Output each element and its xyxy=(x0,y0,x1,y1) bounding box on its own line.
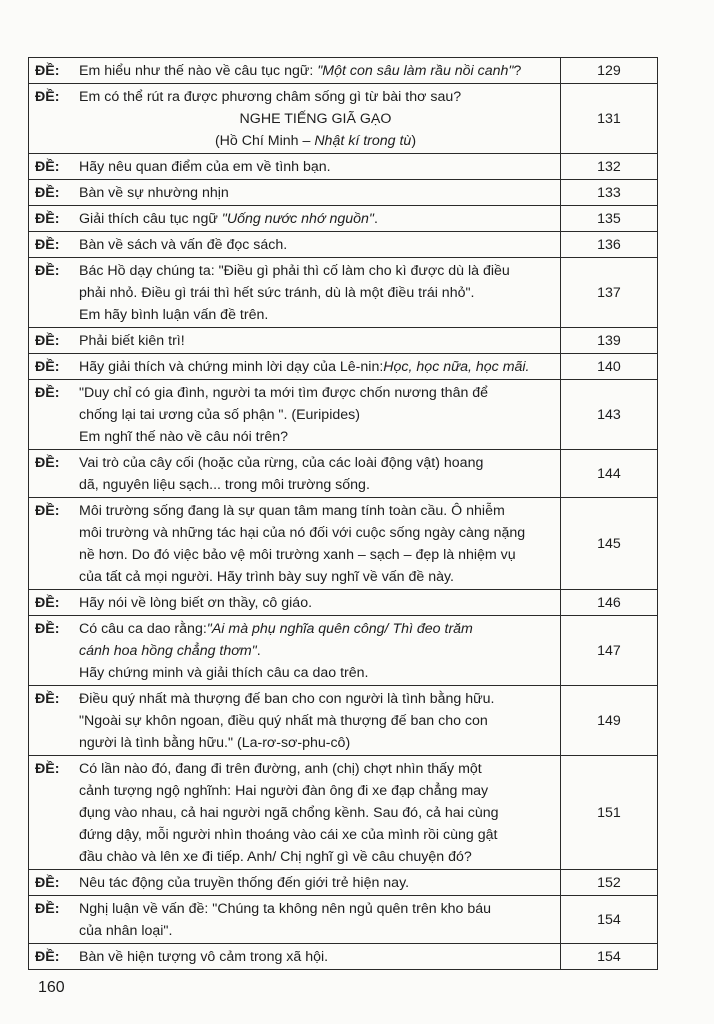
toc-page-number: 145 xyxy=(561,498,658,590)
text-segment: "Duy chỉ có gia đình, người ta mới tìm được chốn nương thân để xyxy=(79,385,489,401)
toc-line-text xyxy=(79,474,552,496)
de-label: ĐỀ: xyxy=(35,949,60,965)
de-label: ĐỀ: xyxy=(35,901,60,917)
de-label xyxy=(35,566,79,588)
toc-page-number: 129 xyxy=(561,58,658,84)
toc-page-number: 137 xyxy=(561,258,658,328)
toc-description xyxy=(29,944,561,970)
italic-text: cánh hoa hồng chẳng thơm" xyxy=(79,643,257,659)
text-segment: Bàn về sự nhường nhịn xyxy=(79,185,229,201)
toc-description xyxy=(29,206,561,232)
page-number: 160 xyxy=(38,979,65,996)
de-label xyxy=(35,662,79,684)
de-label xyxy=(35,522,79,544)
toc-row xyxy=(29,232,658,258)
toc-page-number: 154 xyxy=(561,896,658,944)
toc-line xyxy=(35,618,552,640)
text-segment: Bàn về hiện tượng vô cảm trong xã hội. xyxy=(79,949,329,965)
text-segment: Hãy nêu quan điểm của em về tình bạn. xyxy=(79,159,331,175)
toc-row xyxy=(29,154,658,180)
text-segment: NGHE TIẾNG GIÃ GẠO xyxy=(239,111,392,127)
de-label: ĐỀ: xyxy=(35,621,60,637)
toc-line-text xyxy=(79,156,552,178)
de-label: ĐỀ: xyxy=(35,595,60,611)
de-label xyxy=(35,282,79,304)
toc-line xyxy=(35,946,552,968)
text-segment: của nhân loại". xyxy=(79,923,173,939)
toc-page-number: 132 xyxy=(561,154,658,180)
text-segment: Giải thích câu tục ngữ xyxy=(79,211,222,227)
toc-line-text xyxy=(79,640,552,662)
toc-page-number: 140 xyxy=(561,354,658,380)
toc-page-number: 144 xyxy=(561,450,658,498)
text-segment: người là tình bằng hữu." (La-rơ-sơ-phu-cô) xyxy=(79,735,351,751)
text-segment: ? xyxy=(513,63,522,79)
toc-line xyxy=(35,234,552,256)
toc-description xyxy=(29,896,561,944)
toc-line xyxy=(35,500,552,522)
toc-page-number: 143 xyxy=(561,380,658,450)
toc-page-number: 135 xyxy=(561,206,658,232)
text-segment: Môi trường sống đang là sự quan tâm mang tính toàn cầu. Ô nhiễm xyxy=(79,503,505,519)
de-label xyxy=(35,544,79,566)
text-segment: môi trường và những tác hại của nó đối với cuộc sống ngày càng nặng xyxy=(79,525,526,541)
toc-row xyxy=(29,686,658,756)
toc-line-text xyxy=(79,522,552,544)
toc-row xyxy=(29,84,658,154)
toc-line-text xyxy=(79,60,552,82)
toc-description xyxy=(29,498,561,590)
de-label xyxy=(35,304,79,326)
toc-row xyxy=(29,380,658,450)
de-label xyxy=(35,640,79,662)
text-segment: Nghị luận về vấn đề: "Chúng ta không nên ngủ quên trên kho báu xyxy=(79,901,492,917)
text-segment: Hãy nói về lòng biết ơn thầy, cô giáo. xyxy=(79,595,313,611)
de-label: ĐỀ: xyxy=(35,159,60,175)
toc-page-number: 146 xyxy=(561,590,658,616)
toc-description xyxy=(29,870,561,896)
toc-line-text xyxy=(79,86,552,108)
toc-line xyxy=(35,824,552,846)
toc-row xyxy=(29,258,658,328)
de-label: ĐỀ: xyxy=(35,691,60,707)
toc-row xyxy=(29,498,658,590)
text-segment: Hãy chứng minh và giải thích câu ca dao trên. xyxy=(79,665,369,681)
toc-description xyxy=(29,328,561,354)
toc-line-text xyxy=(79,404,552,426)
toc-description xyxy=(29,58,561,84)
toc-line xyxy=(35,758,552,780)
toc-line xyxy=(35,872,552,894)
text-segment: Em nghĩ thế nào về câu nói trên? xyxy=(79,429,289,445)
text-segment: Em hiểu như thế nào về câu tục ngữ: xyxy=(79,63,318,79)
de-label xyxy=(35,710,79,732)
toc-description xyxy=(29,590,561,616)
toc-line xyxy=(35,356,552,378)
toc-line xyxy=(35,426,552,448)
de-label xyxy=(35,130,79,152)
toc-page-number: 152 xyxy=(561,870,658,896)
toc-line-text xyxy=(79,662,552,684)
toc-line xyxy=(35,304,552,326)
toc-row xyxy=(29,328,658,354)
toc-line-text xyxy=(79,780,552,802)
toc-line xyxy=(35,330,552,352)
de-label: ĐỀ: xyxy=(35,211,60,227)
de-label: ĐỀ: xyxy=(35,263,60,279)
toc-description xyxy=(29,258,561,328)
toc-row xyxy=(29,450,658,498)
toc-line xyxy=(35,108,552,130)
italic-text: Học, học nữa, học mãi. xyxy=(383,359,530,375)
toc-page-number: 133 xyxy=(561,180,658,206)
text-segment: Bác Hồ dạy chúng ta: "Điều gì phải thì cố làm cho kì được dù là điều xyxy=(79,263,510,279)
de-label xyxy=(35,824,79,846)
toc-line-text xyxy=(79,872,552,894)
toc-description xyxy=(29,380,561,450)
toc-line-text xyxy=(79,618,552,640)
toc-line xyxy=(35,640,552,662)
text-segment: nề hơn. Do đó việc bảo vệ môi trường xanh – sạch – đẹp là nhiệm vụ xyxy=(79,547,516,563)
toc-description xyxy=(29,616,561,686)
toc-line-text xyxy=(79,544,552,566)
italic-text: "Một con sâu làm rầu nồi canh" xyxy=(317,63,514,79)
toc-line-text xyxy=(79,382,552,404)
toc-page-number: 131 xyxy=(561,84,658,154)
toc-row xyxy=(29,870,658,896)
de-label xyxy=(35,426,79,448)
toc-line-text xyxy=(79,130,552,152)
de-label: ĐỀ: xyxy=(35,761,60,777)
italic-text: Nhật kí trong tù xyxy=(314,133,412,149)
toc-line xyxy=(35,382,552,404)
toc-row xyxy=(29,180,658,206)
text-segment: Điều quý nhất mà thượng đế ban cho con người là tình bằng hữu. xyxy=(79,691,495,707)
toc-description xyxy=(29,354,561,380)
de-label xyxy=(35,732,79,754)
toc-line-text xyxy=(79,898,552,920)
de-label: ĐỀ: xyxy=(35,359,60,375)
text-segment: "Ngoài sự khôn ngoan, điều quý nhất mà thượng đế ban cho con xyxy=(79,713,488,729)
text-segment: Em hãy bình luận vấn đề trên. xyxy=(79,307,269,323)
toc-line-text xyxy=(79,426,552,448)
toc-line-text xyxy=(79,208,552,230)
toc-line-text xyxy=(79,710,552,732)
toc-page-number: 147 xyxy=(561,616,658,686)
toc-description xyxy=(29,154,561,180)
toc-line-text xyxy=(79,732,552,754)
text-segment: đụng vào nhau, cả hai người ngã chổng kềnh. Sau đó, cả hai cùng xyxy=(79,805,499,821)
text-segment: Hãy giải thích và chứng minh lời dạy của Lê-nin: xyxy=(79,359,384,375)
toc-line-text xyxy=(79,304,552,326)
text-segment: . xyxy=(373,211,378,227)
toc-description xyxy=(29,84,561,154)
de-label: ĐỀ: xyxy=(35,89,60,105)
text-segment: phải nhỏ. Điều gì trái thì hết sức tránh, dù là một điều trái nhỏ". xyxy=(79,285,475,301)
text-segment: dã, nguyên liệu sạch... trong môi trường sống. xyxy=(79,477,370,493)
text-segment: . xyxy=(256,643,261,659)
toc-line xyxy=(35,182,552,204)
toc-line xyxy=(35,920,552,942)
toc-line xyxy=(35,688,552,710)
toc-description xyxy=(29,756,561,870)
toc-line-text xyxy=(79,108,552,130)
toc-line-text xyxy=(79,260,552,282)
toc-line xyxy=(35,802,552,824)
de-label xyxy=(35,780,79,802)
de-label xyxy=(35,474,79,496)
toc-line-text xyxy=(79,592,552,614)
toc-body xyxy=(29,58,658,970)
toc-line-text xyxy=(79,920,552,942)
toc-description xyxy=(29,232,561,258)
toc-description xyxy=(29,180,561,206)
toc-description xyxy=(29,450,561,498)
italic-text: "Ai mà phụ nghĩa quên công/ Thì đeo trăm xyxy=(206,621,473,637)
text-segment: Có câu ca dao rằng: xyxy=(79,621,207,637)
toc-row xyxy=(29,206,658,232)
toc-line xyxy=(35,898,552,920)
de-label: ĐỀ: xyxy=(35,875,60,891)
text-segment: Phải biết kiên trì! xyxy=(79,333,185,349)
de-label xyxy=(35,920,79,942)
toc-line xyxy=(35,452,552,474)
toc-line xyxy=(35,710,552,732)
toc-line xyxy=(35,86,552,108)
toc-row xyxy=(29,58,658,84)
text-segment: Bàn về sách và vấn đề đọc sách. xyxy=(79,237,288,253)
text-segment: đứng dậy, mỗi người nhìn thoáng vào cái xe của mình rồi cùng gật xyxy=(79,827,498,843)
toc-row xyxy=(29,896,658,944)
toc-line-text xyxy=(79,566,552,588)
toc-line-text xyxy=(79,688,552,710)
toc-description xyxy=(29,686,561,756)
table-of-contents xyxy=(28,57,658,970)
text-segment: ) xyxy=(411,133,417,149)
toc-line xyxy=(35,592,552,614)
toc-page-number: 139 xyxy=(561,328,658,354)
toc-row xyxy=(29,944,658,970)
toc-page-number: 149 xyxy=(561,686,658,756)
toc-line xyxy=(35,208,552,230)
toc-line xyxy=(35,544,552,566)
de-label: ĐỀ: xyxy=(35,333,60,349)
toc-line-text xyxy=(79,802,552,824)
toc-line xyxy=(35,156,552,178)
toc-line xyxy=(35,732,552,754)
toc-page-number: 154 xyxy=(561,944,658,970)
toc-row xyxy=(29,354,658,380)
toc-line xyxy=(35,566,552,588)
text-segment: Nêu tác động của truyền thống đến giới trẻ hiện nay. xyxy=(79,875,410,891)
toc-line xyxy=(35,522,552,544)
toc-line xyxy=(35,130,552,152)
toc-line xyxy=(35,780,552,802)
toc-page-number: 151 xyxy=(561,756,658,870)
toc-page-number: 136 xyxy=(561,232,658,258)
toc-line-text xyxy=(79,824,552,846)
toc-line-text xyxy=(79,356,552,378)
de-label xyxy=(35,404,79,426)
text-segment: của tất cả mọi người. Hãy trình bày suy nghĩ về vấn đề này. xyxy=(79,569,454,585)
toc-line-text xyxy=(79,282,552,304)
toc-line xyxy=(35,474,552,496)
de-label: ĐỀ: xyxy=(35,63,60,79)
toc-line-text xyxy=(79,758,552,780)
text-segment: Vai trò của cây cối (hoặc của rừng, của các loài động vật) hoang xyxy=(79,455,484,471)
de-label: ĐỀ: xyxy=(35,237,60,253)
text-segment: Em có thể rút ra được phương châm sống gì từ bài thơ sau? xyxy=(79,89,462,105)
de-label xyxy=(35,802,79,824)
toc-row xyxy=(29,590,658,616)
toc-line-text xyxy=(79,452,552,474)
text-segment: (Hồ Chí Minh – xyxy=(214,133,315,149)
toc-line-text xyxy=(79,946,552,968)
text-segment: Có lần nào đó, đang đi trên đường, anh (chị) chợt nhìn thấy một xyxy=(79,761,482,777)
toc-line-text xyxy=(79,182,552,204)
text-segment: cảnh tượng ngộ nghĩnh: Hai người đàn ông đi xe đạp chẳng may xyxy=(79,783,489,799)
toc-line xyxy=(35,260,552,282)
de-label xyxy=(35,846,79,868)
toc-row xyxy=(29,616,658,686)
toc-line xyxy=(35,282,552,304)
de-label: ĐỀ: xyxy=(35,185,60,201)
toc-line xyxy=(35,662,552,684)
toc-line xyxy=(35,404,552,426)
de-label: ĐỀ: xyxy=(35,455,60,471)
toc-line-text xyxy=(79,234,552,256)
toc-line-text xyxy=(79,500,552,522)
text-segment: chống lại tai ương của số phận ". (Euripides) xyxy=(79,407,360,423)
text-segment: đầu chào và lên xe đi tiếp. Anh/ Chị nghĩ gì về câu chuyện đó? xyxy=(79,849,472,865)
toc-row xyxy=(29,756,658,870)
de-label: ĐỀ: xyxy=(35,385,60,401)
toc-line-text xyxy=(79,330,552,352)
toc-line xyxy=(35,60,552,82)
italic-text: "Uống nước nhớ nguồn" xyxy=(221,211,374,227)
de-label xyxy=(35,108,79,130)
toc-line xyxy=(35,846,552,868)
toc-line-text xyxy=(79,846,552,868)
de-label: ĐỀ: xyxy=(35,503,60,519)
